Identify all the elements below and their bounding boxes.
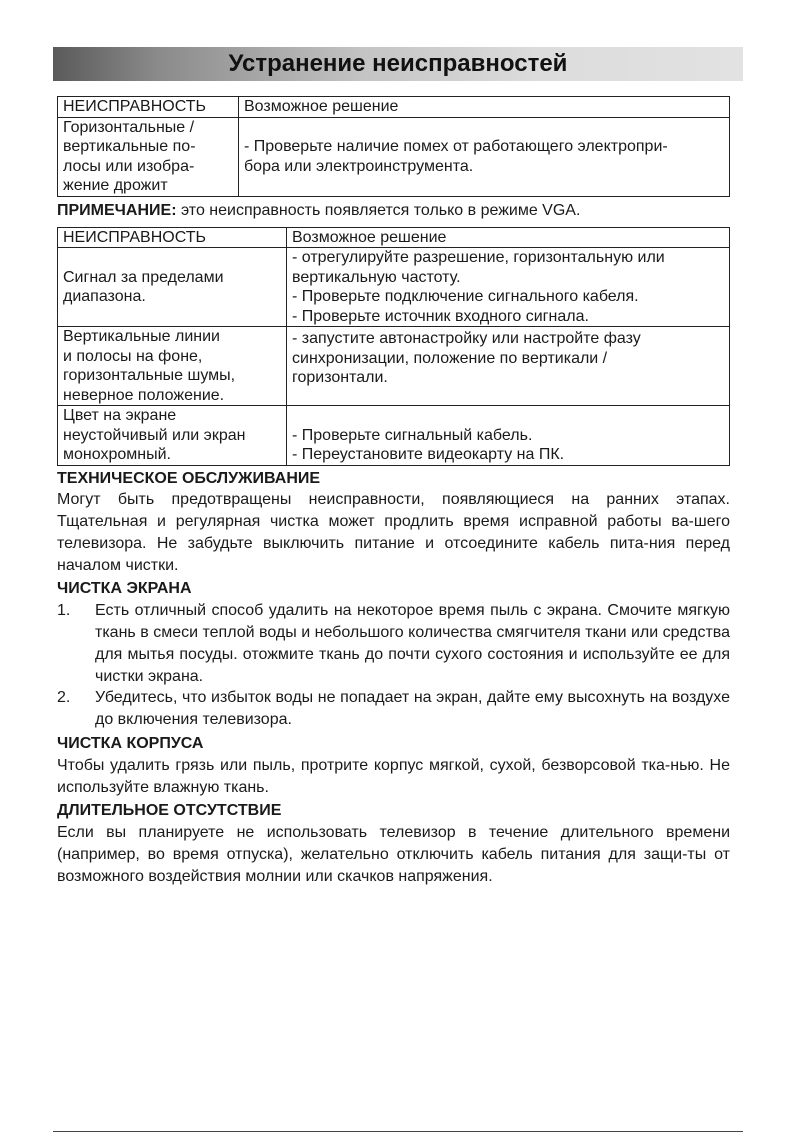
solution-line: - отрегулируйте разрешение, горизонтальную или [292,249,665,266]
table-row [58,406,730,466]
table-header-row [58,97,730,118]
problem-cell [58,406,287,466]
table-row [58,117,730,196]
page-title: Устранение неисправностей [53,47,743,81]
header-problem: НЕИСПРАВНОСТЬ [58,97,239,118]
problem-line: жение дрожит [63,177,168,194]
section-heading: ДЛИТЕЛЬНОЕ ОТСУТСТВИЕ [57,802,282,820]
problem-cell [58,248,287,327]
section-text: Чтобы удалить грязь или пыль, протрите корпус мягкой, сухой, безворсовой тка-нью. Не используйте влажную ткань. [57,756,730,796]
note [57,200,743,222]
list-text: Убедитесь, что избыток воды не попадает на экран, дайте ему высохнуть на воздухе до включения телевизора. [95,689,730,729]
troubleshooting-table-1 [57,96,730,197]
problem-cell [58,327,287,406]
solution-line [244,118,724,138]
problem-line: Сигнал за пределами [63,268,224,286]
maintenance-section [57,468,730,888]
solution-line: горизонтали. [292,369,388,386]
solution-line: синхронизации, положение по вертикали / [292,349,608,367]
table-header-row [58,227,730,248]
solution-line [292,406,724,426]
problem-cell [58,117,239,196]
problem-line: горизонтальные шумы, [63,367,236,384]
solution-line: бора или электроинструмента. [244,157,474,175]
problem-line: неверное положение. [63,386,225,404]
table-row [58,248,730,327]
solution-line: - Проверьте сигнальный кабель. [292,426,533,444]
table-row [58,327,730,406]
list-item [57,687,730,731]
problem-line: Цвет на экране [63,407,177,424]
header-solution: Возможное решение [287,227,730,248]
header-solution: Возможное решение [239,97,730,118]
manual-page [53,47,743,888]
problem-line: неустойчивый или экран [63,426,246,444]
section-heading: ТЕХНИЧЕСКОЕ ОБСЛУЖИВАНИЕ [57,469,321,487]
solution-cell [287,248,730,327]
problem-line: Вертикальные линии [63,328,220,345]
section-text: Если вы планируете не использовать телевизор в течение длительного времени (например, во время отпуска), желательно отключить кабель питания для защи-ты от возможного воздействия молнии или скачков напряжения. [57,824,730,885]
solution-line: - Проверьте подключение сигнального кабеля. [292,288,639,305]
problem-line: диапазона. [63,288,146,305]
troubleshooting-table-2 [57,227,730,466]
footer-rule [53,1131,743,1132]
solution-line: - запустите автонастройку или настройте фазу [292,330,641,347]
list-text: Есть отличный способ удалить на некоторое время пыль с экрана. Смочите мягкую ткань в смеси теплой воды и небольшого количества смягчителя ткани или средства для мытья посуды. отожмите ткань до почти сухого состояния и используйте ее для чистки экрана. [95,602,730,685]
section-heading: ЧИСТКА ЭКРАНА [57,580,192,598]
note-text: это неисправность появляется только в режиме VGA. [176,201,581,219]
solution-cell [287,327,730,406]
list-number: 1. [57,602,71,620]
problem-line: монохромный. [63,446,171,463]
solution-cell [239,117,730,196]
problem-line: Горизонтальные / [63,118,195,136]
problem-line: лосы или изобра- [63,157,195,175]
list-item [57,600,730,687]
solution-cell [287,406,730,466]
solution-line: вертикальную частоту. [292,268,461,286]
header-problem: НЕИСПРАВНОСТЬ [58,227,287,248]
solution-line: - Переустановите видеокарту на ПК. [292,446,565,463]
problem-line: вертикальные по- [63,138,196,155]
solution-line: - Проверьте источник входного сигнала. [292,307,589,325]
problem-line: и полосы на фоне, [63,347,203,365]
section-text: Могут быть предотвращены неисправности, появляющиеся на ранних этапах. Тщательная и регулярная чистка может продлить время исправной работы ва-шего телевизора. Не забудьте выключить питание и отсоедините кабель пита-ния перед началом чистки. [57,491,730,574]
section-heading: ЧИСТКА КОРПУСА [57,735,204,753]
note-label: ПРИМЕЧАНИЕ: [57,201,177,219]
list-number: 2. [57,689,71,707]
solution-line: - Проверьте наличие помех от работающего электропри- [244,138,668,155]
